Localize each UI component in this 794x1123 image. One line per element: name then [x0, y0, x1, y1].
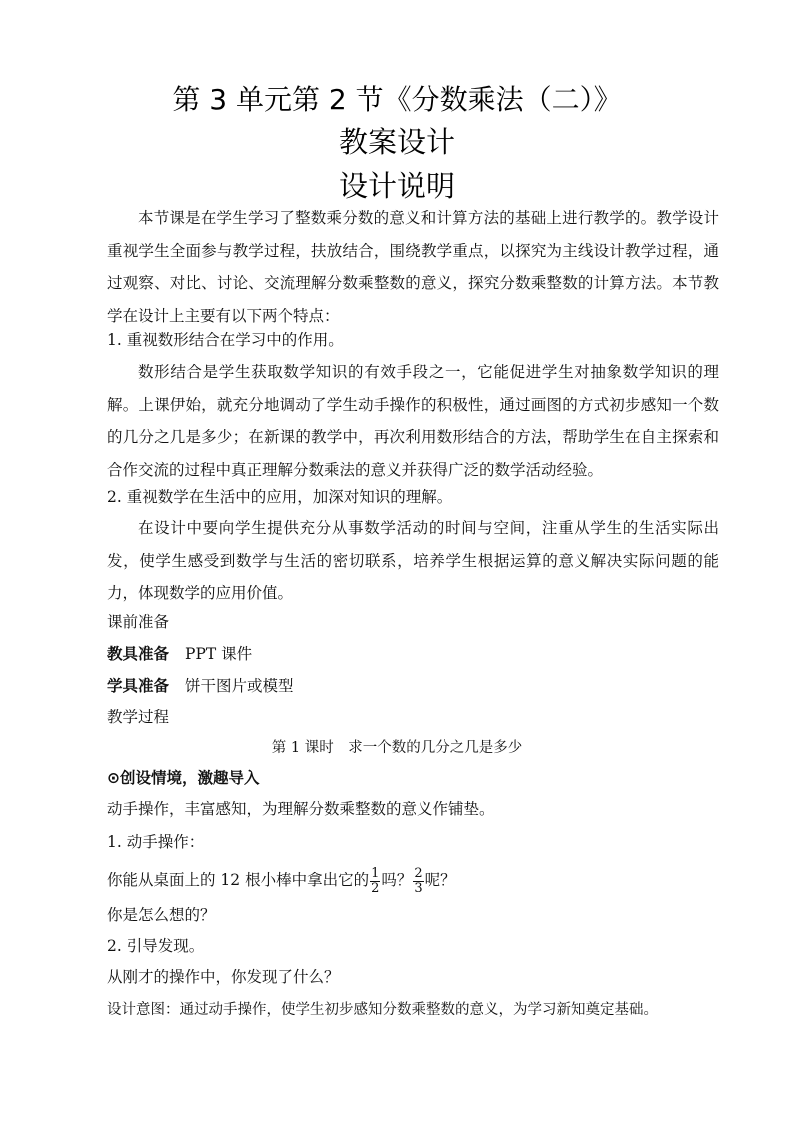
fraction-one-half [370, 867, 380, 896]
student-tools-value: 饼干图片或模型 [185, 677, 294, 695]
document-subtitle: 教案设计 [338, 125, 455, 159]
point2-heading: 2. 重视数学在生活中的应用，加深对知识的理解。 [107, 488, 453, 506]
fraction-two-thirds [413, 867, 423, 896]
question-2: 你是怎么想的？ [107, 906, 216, 924]
section-intro-description: 动手操作，丰富感知，为理解分数乘整数的意义作铺垫。 [107, 800, 495, 818]
question-1-mid: 吗？ [381, 871, 413, 889]
teacher-tools-value: PPT 课件 [185, 645, 253, 663]
student-tools-label: 学具准备 [107, 677, 170, 695]
fraction-numerator: 2 [414, 865, 423, 881]
point1-paragraph: 数形结合是学生获取数学知识的有效手段之一，它能促进学生对抽象数学知识的理解。上课伊始，就充分地调动了学生动手操作的积极性，通过画图的方式初步感知一个数的几分之几是多少；在新课的教学中，再次利用数形结合的方法，帮助学生在自主探索和合作交流的过程中真正理解分数乘法的意义并获得广泛的数学活动经验。 [107, 363, 719, 479]
question-1-end: 呢？ [424, 871, 456, 889]
process-heading: 教学过程 [107, 708, 170, 726]
intro-paragraph: 本节课是在学生学习了整数乘分数的意义和计算方法的基础上进行教学的。教学设计重视学生全面参与教学过程，扶放结合，围绕教学重点，以探究为主线设计教学过程，通过观察、对比、讨论、交流理解分数乘整数的意义，探究分数乘整数的计算方法。本节教学在设计上主要有以下两个特点： [107, 209, 719, 325]
fraction-denominator: 3 [414, 880, 423, 896]
teacher-tools-label: 教具准备 [107, 645, 170, 663]
document-title: 第 3 单元第 2 节《分数乘法（二）》 [172, 83, 622, 116]
step1-heading: 1. 动手操作： [107, 833, 205, 851]
question-3: 从刚才的操作中，你发现了什么？ [107, 968, 340, 986]
section-title-design-notes: 设计说明 [338, 169, 455, 203]
lesson-title: 第 1 课时 求一个数的几分之几是多少 [271, 740, 523, 756]
design-intent [107, 996, 658, 1024]
point1-heading: 1. 重视数形结合在学习中的作用。 [107, 331, 344, 349]
section-heading-intro: ⊙创设情境，激趣导入 [107, 769, 260, 787]
fraction-denominator: 2 [371, 880, 380, 896]
design-intent-label: 设计意图： [107, 1002, 180, 1018]
step2-heading: 2. 引导发现。 [107, 937, 205, 955]
point2-paragraph: 在设计中要向学生提供充分从事数学活动的时间与空间，注重从学生的生活实际出发，使学生感受到数学与生活的密切联系，培养学生根据运算的意义解决实际问题的能力，体现数学的应用价值。 [107, 519, 719, 602]
question-1-text: 你能从桌面上的 12 根小棒中拿出它的 [107, 871, 370, 889]
design-intent-text: 通过动手操作，使学生初步感知分数乘整数的意义，为学习新知奠定基础。 [179, 1002, 658, 1018]
student-tools-row [107, 670, 294, 702]
fraction-numerator: 1 [371, 865, 380, 881]
question-1 [107, 862, 456, 898]
prep-heading: 课前准备 [107, 613, 170, 631]
teacher-tools-row [107, 638, 252, 670]
